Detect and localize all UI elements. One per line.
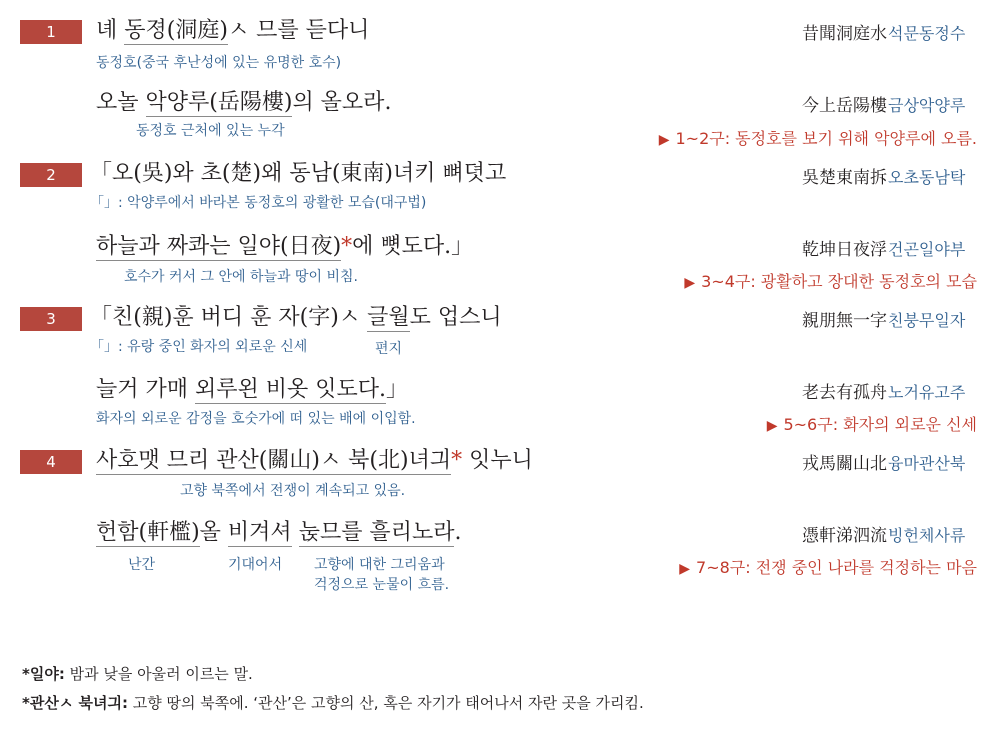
verse-text: 녜 (96, 18, 125, 43)
verse-text: ㅅ 므를 듣다니 (227, 18, 370, 43)
note-line-6: 화자의 외로운 감정을 호숫가에 떠 있는 배에 이입함. (96, 411, 416, 427)
verse-line-4 (96, 232, 473, 262)
verse-text: 「친(親)훈 버디 훈 자(字)ㅅ (90, 305, 368, 330)
verse-text: 에 뼛도다.」 (352, 234, 474, 259)
footnote-text: 고향 땅의 북쪽에. ‘관산’은 고향의 산, 혹은 자기가 태어나서 자란 곳을 가리킴. (128, 694, 644, 712)
footnote-term: *일야: (22, 665, 65, 683)
triangle-right-icon: ▶ (766, 418, 778, 434)
note-line-1: 동정호(중국 후난성에 있는 유명한 호수) (96, 55, 342, 71)
verse-underlined: 사호맷 므리 관산(關山)ㅅ 북(北)녀긔 (96, 448, 452, 473)
verse-text: 잇누니 (462, 448, 533, 473)
verse-text: 의 올오라. (292, 90, 392, 115)
reading-line-8: 빙헌체사류 (888, 526, 966, 545)
reading-line-4: 건곤일야부 (888, 240, 966, 259)
section-number-3: 3 (20, 307, 82, 331)
verse-text: 」 (386, 377, 409, 402)
hanja-line-6: 老去有孤舟 (802, 383, 887, 403)
hanja-line-1: 昔聞洞庭水 (802, 24, 887, 44)
reading-line-2: 금상악양루 (888, 96, 966, 115)
note-line-3: 「」: 악양루에서 바라본 동정호의 광활한 모습(대구법) (90, 195, 427, 211)
verse-line-8 (96, 518, 461, 548)
reading-line-1: 석문동정수 (888, 24, 966, 43)
triangle-right-icon: ▶ (684, 275, 696, 291)
note-line-7: 고향 북쪽에서 전쟁이 계속되고 있음. (180, 483, 406, 499)
verse-text: 도 업스니 (409, 305, 502, 330)
section-number-4: 4 (20, 450, 82, 474)
note-line-2: 동정호 근처에 있는 누각 (136, 123, 285, 139)
summary-2: ▶ 3~4구: 광활하고 장대한 동정호의 모습 (684, 271, 977, 294)
verse-underlined: 눉므를 흘리노라 (298, 520, 455, 545)
verse-text (292, 520, 299, 545)
note-line-4: 호수가 커서 그 안에 하늘과 땅이 비침. (124, 269, 359, 285)
note-line-8a: 난간 (128, 557, 156, 573)
verse-underlined: 악양루(岳陽樓) (145, 90, 293, 115)
note-line-5a: 「」: 유랑 중인 화자의 외로운 신세 (90, 339, 308, 355)
summary-1: ▶ 1~2구: 동정호를 보기 위해 악양루에 오름. (659, 128, 977, 151)
note-line-8b: 기대어서 (228, 557, 283, 573)
asterisk-mark: * (451, 448, 463, 473)
verse-line-6 (96, 375, 408, 405)
reading-line-7: 융마관산북 (888, 454, 966, 473)
verse-line-5 (90, 303, 502, 333)
hanja-line-7: 戎馬關山北 (802, 454, 887, 474)
note-line-8c: 고향에 대한 그리움과 (314, 557, 445, 573)
footnote-2 (22, 692, 644, 714)
verse-text: 오놀 (96, 90, 146, 115)
verse-underlined: 하늘과 짜콰는 일야(日夜) (96, 234, 342, 259)
asterisk-mark: * (341, 234, 353, 259)
hanja-line-2: 今上岳陽樓 (802, 96, 887, 116)
reading-line-6: 노거유고주 (888, 383, 966, 402)
footnote-text: 밤과 낮을 아울러 이르는 말. (64, 665, 253, 683)
verse-underlined: 외루왼 비옷 잇도다. (195, 377, 386, 402)
hanja-line-4: 乾坤日夜浮 (802, 240, 887, 260)
verse-text: 올 (199, 520, 228, 545)
footnote-1 (22, 663, 253, 685)
note-line-8d: 걱정으로 눈물이 흐름. (314, 577, 450, 593)
section-number-1: 1 (20, 20, 82, 44)
verse-text: 늘거 가매 (96, 377, 195, 402)
reading-line-5: 친붕무일자 (888, 311, 966, 330)
verse-line-1 (96, 16, 369, 46)
hanja-line-5: 親朋無一字 (802, 311, 887, 331)
triangle-right-icon: ▶ (679, 561, 691, 577)
footnote-term: *관산ㅅ 북녀긔: (22, 694, 129, 712)
verse-underlined: 동졍(洞庭) (124, 18, 228, 43)
triangle-right-icon: ▶ (658, 132, 670, 148)
hanja-line-8: 憑軒涕泗流 (802, 526, 887, 546)
verse-line-2 (96, 88, 391, 118)
note-line-5b: 편지 (375, 341, 403, 357)
reading-line-3: 오초동남탁 (888, 168, 966, 187)
verse-underlined: 글월 (367, 305, 410, 330)
verse-line-7 (96, 446, 533, 476)
verse-text: . (454, 520, 462, 545)
verse-underlined: 비겨셔 (227, 520, 292, 545)
verse-underlined: 헌함(軒檻) (96, 520, 200, 545)
summary-4: ▶ 7~8구: 전쟁 중인 나라를 걱정하는 마음 (679, 557, 977, 580)
section-number-2: 2 (20, 163, 82, 187)
verse-line-3: 「오(吳)와 초(楚)왜 동남(東南)녀키 뼈뎟고 (90, 161, 507, 186)
summary-3: ▶ 5~6구: 화자의 외로운 신세 (767, 414, 977, 437)
hanja-line-3: 吳楚東南拆 (802, 168, 887, 188)
